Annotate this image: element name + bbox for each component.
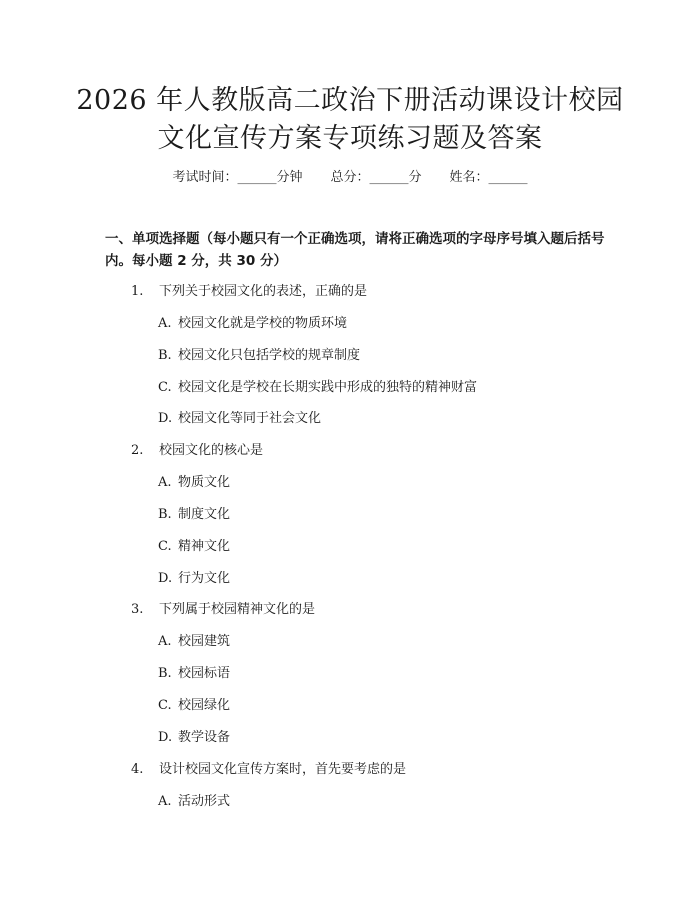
question-2-option-a bbox=[158, 473, 230, 493]
option-text: 校园文化只包括学校的规章制度 bbox=[178, 348, 361, 363]
question-2-option-c bbox=[158, 537, 230, 557]
option-letter: A. bbox=[158, 794, 172, 809]
question-3-option-a bbox=[158, 632, 230, 652]
question-3-option-d bbox=[158, 728, 230, 748]
question-1-option-c bbox=[158, 378, 477, 398]
option-letter: B. bbox=[158, 348, 172, 363]
question-4-option-a bbox=[158, 792, 230, 812]
total-score-field: 总分：______分 bbox=[330, 170, 422, 185]
option-letter: D. bbox=[158, 571, 173, 586]
question-number: 3. bbox=[131, 602, 144, 617]
question-3-option-c bbox=[158, 696, 230, 716]
question-1-option-a bbox=[158, 314, 347, 334]
option-text: 制度文化 bbox=[178, 507, 231, 522]
option-letter: B. bbox=[158, 507, 172, 522]
option-letter: A. bbox=[158, 634, 172, 649]
question-number: 4. bbox=[131, 762, 144, 777]
option-text: 校园建筑 bbox=[178, 634, 231, 649]
option-text: 精神文化 bbox=[178, 539, 231, 554]
page-title-line-1: 2026 年人教版高二政治下册活动课设计校园 bbox=[76, 85, 624, 116]
option-letter: A. bbox=[158, 316, 172, 331]
option-letter: C. bbox=[158, 380, 172, 395]
option-letter: B. bbox=[158, 666, 172, 681]
question-1-option-d bbox=[158, 409, 321, 429]
exam-info bbox=[0, 168, 700, 188]
option-letter: C. bbox=[158, 539, 172, 554]
section-heading: 一、单项选择题（每小题只有一个正确选项，请将正确选项的字母序号填入题后括号内。每小题 2 分，共 30 分） bbox=[105, 231, 605, 269]
option-letter: A. bbox=[158, 475, 172, 490]
question-2-option-d bbox=[158, 569, 230, 589]
question-number: 2. bbox=[131, 443, 144, 458]
question-text: 下列关于校园文化的表述，正确的是 bbox=[159, 284, 368, 299]
question-1-option-b bbox=[158, 346, 360, 366]
page-title-line-2: 文化宣传方案专项练习题及答案 bbox=[157, 123, 543, 154]
option-letter: D. bbox=[158, 730, 173, 745]
exam-time-field: 考试时间：______分钟 bbox=[172, 170, 303, 185]
option-text: 校园文化就是学校的物质环境 bbox=[178, 316, 348, 331]
question-4 bbox=[131, 760, 406, 780]
option-text: 行为文化 bbox=[178, 571, 231, 586]
option-text: 校园文化是学校在长期实践中形成的独特的精神财富 bbox=[178, 380, 478, 395]
option-text: 教学设备 bbox=[178, 730, 231, 745]
question-2-option-b bbox=[158, 505, 230, 525]
name-field: 姓名：______ bbox=[449, 170, 528, 185]
option-letter: D. bbox=[158, 411, 173, 426]
question-text: 校园文化的核心是 bbox=[159, 443, 264, 458]
question-text: 下列属于校园精神文化的是 bbox=[159, 602, 316, 617]
question-2 bbox=[131, 441, 263, 461]
option-text: 校园文化等同于社会文化 bbox=[178, 411, 322, 426]
question-number: 1. bbox=[131, 284, 144, 299]
question-3-option-b bbox=[158, 664, 230, 684]
question-1 bbox=[131, 282, 367, 302]
option-text: 物质文化 bbox=[178, 475, 231, 490]
option-text: 校园绿化 bbox=[178, 698, 231, 713]
option-text: 校园标语 bbox=[178, 666, 231, 681]
option-text: 活动形式 bbox=[178, 794, 231, 809]
question-3 bbox=[131, 600, 315, 620]
question-text: 设计校园文化宣传方案时，首先要考虑的是 bbox=[159, 762, 407, 777]
option-letter: C. bbox=[158, 698, 172, 713]
